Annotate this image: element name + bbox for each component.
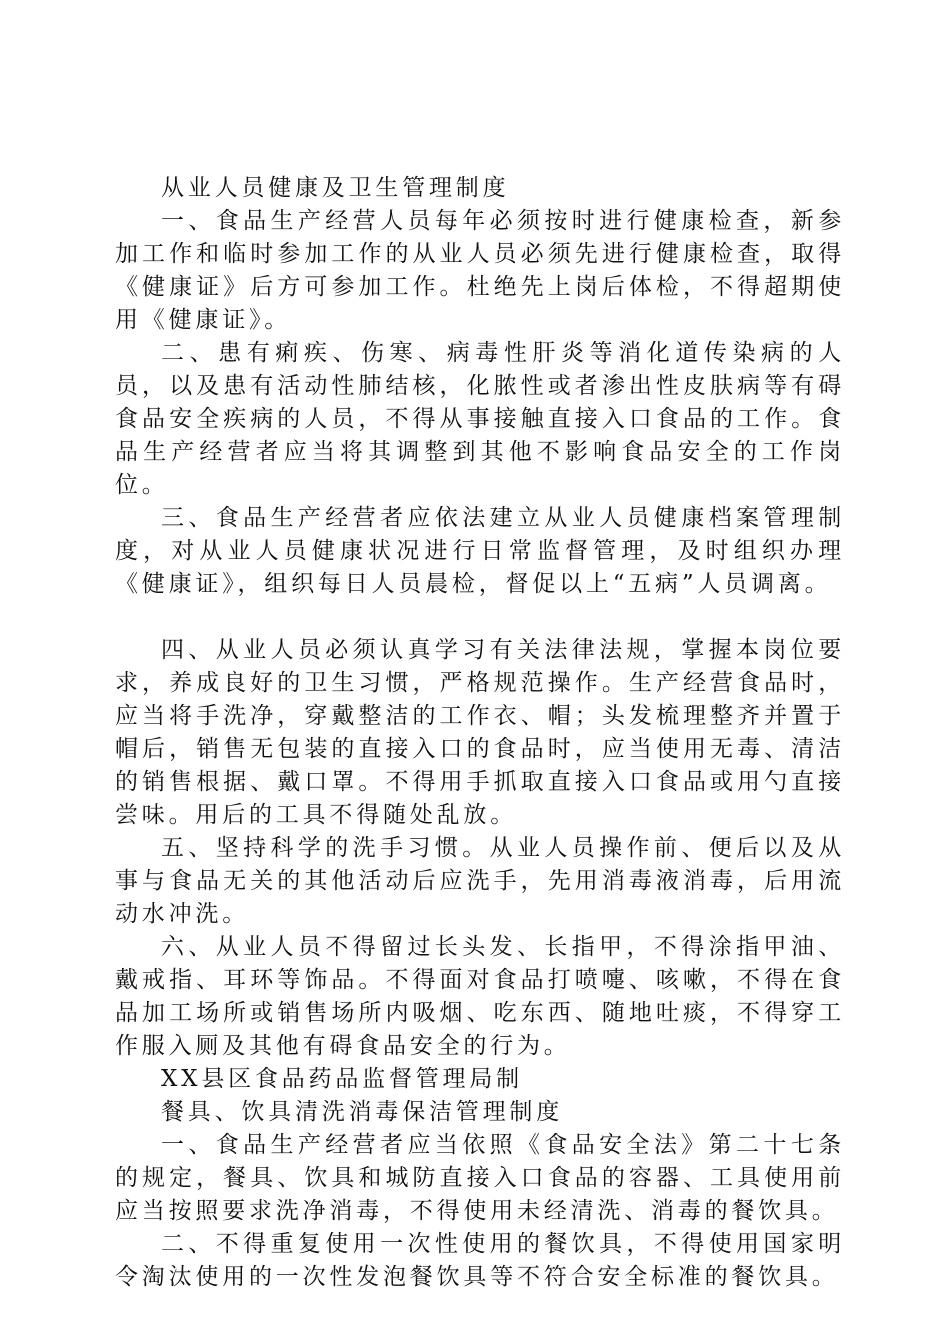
paragraph-health-1: 一、食品生产经营人员每年必须按时进行健康检查，新参加工作和临时参加工作的从业人员必须先进行健康检查，取得《健康证》后方可参加工作。杜绝先上岗后体检，不得超期使用《健康证》。 xyxy=(115,208,845,333)
paragraph-health-3: 三、食品生产经营者应依法建立从业人员健康档案管理制度，对从业人员健康状况进行日常监督管理，及时组织办理《健康证》，组织每日人员晨检，督促以上“五病”人员调离。 xyxy=(115,505,845,597)
paragraph-tableware-1: 一、食品生产经营者应当依照《食品安全法》第二十七条的规定，餐具、饮具和城防直接入口食品的容器、工具使用前应当按照要求洗净消毒，不得使用未经清洗、消毒的餐饮具。 xyxy=(115,1132,845,1224)
section-title-tableware: 餐具、饮具清洗消毒保洁管理制度 xyxy=(161,1099,563,1125)
paragraph-health-6: 六、从业人员不得留过长头发、长指甲，不得涂指甲油、戴戒指、耳环等饰品。不得面对食品打喷嚏、咳嗽，不得在食品加工场所或销售场所内吸烟、吃东西、随地吐痰，不得穿工作服入厕及其他有碍食品安全的行为。 xyxy=(115,934,845,1059)
paragraph-health-5: 五、坚持科学的洗手习惯。从业人员操作前、便后以及从事与食品无关的其他活动后应洗手，先用消毒液消毒，后用流动水冲洗。 xyxy=(115,835,845,927)
document-body xyxy=(115,172,845,1294)
paragraph-health-4: 四、从业人员必须认真学习有关法律法规，掌握本岗位要求，养成良好的卫生习惯，严格规范操作。生产经营食品时，应当将手洗净，穿戴整洁的工作衣、帽；头发梳理整齐并置于帽后，销售无包装的直接入口的食品时，应当使用无毒、清洁的销售根据、戴口罩。不得用手抓取直接入口食品或用勺直接尝味。用后的工具不得随处乱放。 xyxy=(115,637,845,828)
paragraph-gap xyxy=(115,601,845,634)
issuer-line: XX县区食品药品监督管理局制 xyxy=(161,1066,523,1092)
paragraph-tableware-2: 二、不得重复使用一次性使用的餐饮具，不得使用国家明令淘汰使用的一次性发泡餐饮具等不符合安全标准的餐饮具。 xyxy=(115,1231,845,1290)
section-title-health: 从业人员健康及卫生管理制度 xyxy=(161,175,510,201)
paragraph-health-2: 二、患有痢疾、伤寒、病毒性肝炎等消化道传染病的人员，以及患有活动性肺结核，化脓性或者渗出性皮肤病等有碍食品安全疾病的人员，不得从事接触直接入口食品的工作。食品生产经营者应当将其调整到其他不影响食品安全的工作岗位。 xyxy=(115,340,845,498)
